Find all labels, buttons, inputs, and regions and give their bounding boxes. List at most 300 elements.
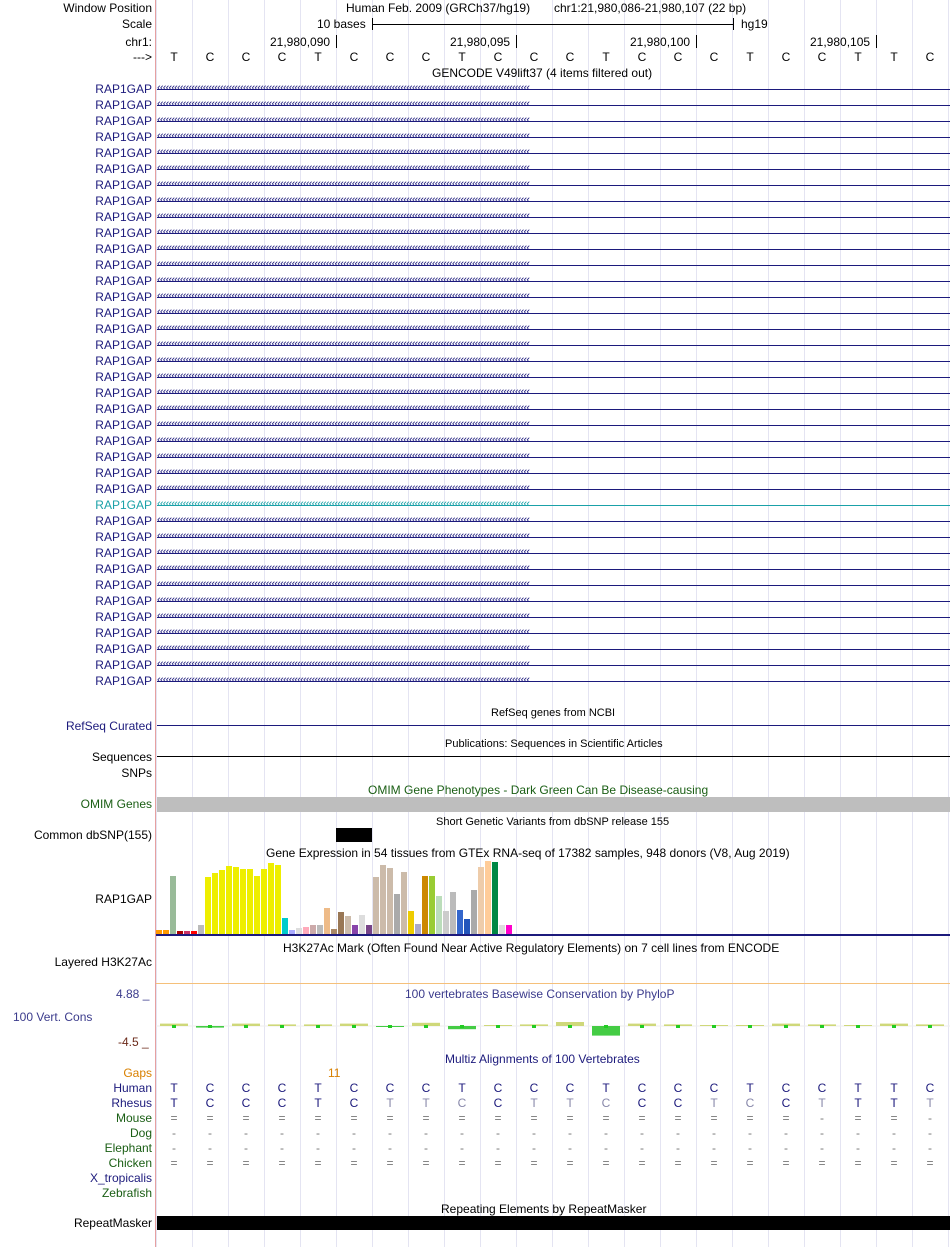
- human-base: C: [241, 1081, 251, 1095]
- base-letter: C: [349, 50, 359, 64]
- strand-arrows: ‹‹‹‹‹‹‹‹‹‹‹‹‹‹‹‹‹‹‹‹‹‹‹‹‹‹‹‹‹‹‹‹‹‹‹‹‹‹‹‹‹‹‹‹‹‹‹‹‹‹‹‹‹‹‹‹‹‹‹‹‹‹‹‹‹‹‹‹‹‹‹‹‹‹‹‹‹‹‹‹‹‹‹‹‹‹‹‹‹‹‹‹‹‹‹‹‹‹‹‹‹‹‹‹‹‹‹‹‹‹‹‹‹‹‹‹‹‹‹‹‹‹‹‹‹‹‹‹‹‹: [157, 210, 530, 222]
- gtex-baseline: [156, 934, 950, 936]
- human-base: T: [602, 1081, 610, 1095]
- phylop-point: [856, 1025, 860, 1028]
- gencode-transcript-label[interactable]: RAP1GAP: [95, 194, 152, 208]
- phylop-point: [892, 1025, 896, 1028]
- gencode-transcript-label[interactable]: RAP1GAP: [95, 306, 152, 320]
- elephant-align-char: -: [928, 1141, 932, 1155]
- gtex-tissue-bar[interactable]: [261, 869, 267, 934]
- elephant-align-char: -: [784, 1141, 788, 1155]
- gencode-transcript-label[interactable]: RAP1GAP: [95, 274, 152, 288]
- phylop-point: [352, 1025, 356, 1028]
- position-tick-3: 21,980,100: [630, 35, 691, 49]
- gtex-tissue-bar[interactable]: [408, 911, 414, 934]
- dog-align-char: -: [640, 1126, 644, 1140]
- phylop-point: [928, 1025, 932, 1028]
- species-label-chicken[interactable]: Chicken: [108, 1156, 152, 1170]
- publications-feature[interactable]: [157, 756, 950, 757]
- dbsnp-title: Short Genetic Variants from dbSNP release 155: [436, 816, 670, 828]
- dog-align-char: -: [172, 1126, 176, 1140]
- rhesus-base: T: [314, 1096, 322, 1110]
- gtex-bar-chart[interactable]: [156, 861, 950, 934]
- human-base: T: [890, 1081, 898, 1095]
- gencode-transcript-label[interactable]: RAP1GAP: [95, 338, 152, 352]
- human-base: C: [493, 1081, 503, 1095]
- chicken-align-char: =: [530, 1156, 538, 1170]
- strand-arrows: ‹‹‹‹‹‹‹‹‹‹‹‹‹‹‹‹‹‹‹‹‹‹‹‹‹‹‹‹‹‹‹‹‹‹‹‹‹‹‹‹‹‹‹‹‹‹‹‹‹‹‹‹‹‹‹‹‹‹‹‹‹‹‹‹‹‹‹‹‹‹‹‹‹‹‹‹‹‹‹‹‹‹‹‹‹‹‹‹‹‹‹‹‹‹‹‹‹‹‹‹‹‹‹‹‹‹‹‹‹‹‹‹‹‹‹‹‹‹‹‹‹‹‹‹‹‹‹‹‹‹: [157, 194, 530, 206]
- elephant-align-char: -: [424, 1141, 428, 1155]
- phylop-point: [748, 1025, 752, 1028]
- human-base: T: [458, 1081, 466, 1095]
- base-letter: C: [673, 50, 683, 64]
- mouse-align-char: =: [638, 1111, 646, 1125]
- strand-arrows: ‹‹‹‹‹‹‹‹‹‹‹‹‹‹‹‹‹‹‹‹‹‹‹‹‹‹‹‹‹‹‹‹‹‹‹‹‹‹‹‹‹‹‹‹‹‹‹‹‹‹‹‹‹‹‹‹‹‹‹‹‹‹‹‹‹‹‹‹‹‹‹‹‹‹‹‹‹‹‹‹‹‹‹‹‹‹‹‹‹‹‹‹‹‹‹‹‹‹‹‹‹‹‹‹‹‹‹‹‹‹‹‹‹‹‹‹‹‹‹‹‹‹‹‹‹‹‹‹‹‹: [157, 290, 530, 302]
- base-letter: T: [746, 50, 754, 64]
- mouse-align-char: =: [314, 1111, 322, 1125]
- dbsnp-variant[interactable]: [336, 828, 372, 842]
- gtex-tissue-bar[interactable]: [443, 911, 449, 934]
- dog-align-char: -: [820, 1126, 824, 1140]
- gtex-tissue-bar[interactable]: [275, 865, 281, 934]
- rhesus-base: C: [781, 1096, 791, 1110]
- phylop-point: [316, 1025, 320, 1028]
- base-letter: C: [421, 50, 431, 64]
- base-letter: C: [385, 50, 395, 64]
- chicken-align-char: =: [890, 1156, 898, 1170]
- gtex-tissue-bar[interactable]: [478, 867, 484, 934]
- rhesus-base: T: [170, 1096, 178, 1110]
- base-letter: C: [205, 50, 215, 64]
- chicken-align-char: =: [854, 1156, 862, 1170]
- phylop-point: [460, 1025, 464, 1028]
- dog-align-char: -: [892, 1126, 896, 1140]
- gtex-tissue-bar[interactable]: [205, 877, 211, 934]
- gencode-transcript-label[interactable]: RAP1GAP: [95, 594, 152, 608]
- phylop-point: [604, 1025, 608, 1028]
- rhesus-base: C: [673, 1096, 683, 1110]
- gencode-transcript-label[interactable]: RAP1GAP: [95, 258, 152, 272]
- base-letter: T: [890, 50, 898, 64]
- base-letter: C: [493, 50, 503, 64]
- strand-arrows: ‹‹‹‹‹‹‹‹‹‹‹‹‹‹‹‹‹‹‹‹‹‹‹‹‹‹‹‹‹‹‹‹‹‹‹‹‹‹‹‹‹‹‹‹‹‹‹‹‹‹‹‹‹‹‹‹‹‹‹‹‹‹‹‹‹‹‹‹‹‹‹‹‹‹‹‹‹‹‹‹‹‹‹‹‹‹‹‹‹‹‹‹‹‹‹‹‹‹‹‹‹‹‹‹‹‹‹‹‹‹‹‹‹‹‹‹‹‹‹‹‹‹‹‹‹‹‹‹‹‹: [157, 130, 530, 142]
- scale-label: Scale: [121, 17, 152, 31]
- species-label-elephant[interactable]: Elephant: [104, 1141, 152, 1155]
- elephant-align-char: -: [208, 1141, 212, 1155]
- mouse-align-char: =: [422, 1111, 430, 1125]
- phylop-point: [244, 1025, 248, 1028]
- rhesus-base: C: [277, 1096, 287, 1110]
- strand-label: --->: [133, 50, 152, 64]
- human-base: C: [205, 1081, 215, 1095]
- gtex-tissue-bar[interactable]: [492, 862, 498, 934]
- gtex-tissue-bar[interactable]: [338, 912, 344, 934]
- base-letter: C: [709, 50, 719, 64]
- strand-arrows: ‹‹‹‹‹‹‹‹‹‹‹‹‹‹‹‹‹‹‹‹‹‹‹‹‹‹‹‹‹‹‹‹‹‹‹‹‹‹‹‹‹‹‹‹‹‹‹‹‹‹‹‹‹‹‹‹‹‹‹‹‹‹‹‹‹‹‹‹‹‹‹‹‹‹‹‹‹‹‹‹‹‹‹‹‹‹‹‹‹‹‹‹‹‹‹‹‹‹‹‹‹‹‹‹‹‹‹‹‹‹‹‹‹‹‹‹‹‹‹‹‹‹‹‹‹‹‹‹‹‹: [157, 498, 530, 510]
- gencode-transcript-label[interactable]: RAP1GAP: [95, 482, 152, 496]
- gtex-tissue-bar[interactable]: [380, 865, 386, 934]
- gencode-transcript-label[interactable]: RAP1GAP: [95, 354, 152, 368]
- gencode-transcript-label[interactable]: RAP1GAP: [95, 434, 152, 448]
- strand-arrows: ‹‹‹‹‹‹‹‹‹‹‹‹‹‹‹‹‹‹‹‹‹‹‹‹‹‹‹‹‹‹‹‹‹‹‹‹‹‹‹‹‹‹‹‹‹‹‹‹‹‹‹‹‹‹‹‹‹‹‹‹‹‹‹‹‹‹‹‹‹‹‹‹‹‹‹‹‹‹‹‹‹‹‹‹‹‹‹‹‹‹‹‹‹‹‹‹‹‹‹‹‹‹‹‹‹‹‹‹‹‹‹‹‹‹‹‹‹‹‹‹‹‹‹‹‹‹‹‹‹‹: [157, 658, 530, 670]
- dbsnp-label[interactable]: Common dbSNP(155): [33, 828, 152, 842]
- repeatmasker-label[interactable]: RepeatMasker: [73, 1216, 152, 1230]
- gtex-tissue-bar[interactable]: [219, 870, 225, 934]
- gtex-tissue-bar[interactable]: [212, 873, 218, 934]
- elephant-align-char: -: [820, 1141, 824, 1155]
- rhesus-base: C: [601, 1096, 611, 1110]
- human-base: C: [565, 1081, 575, 1095]
- strand-arrows: ‹‹‹‹‹‹‹‹‹‹‹‹‹‹‹‹‹‹‹‹‹‹‹‹‹‹‹‹‹‹‹‹‹‹‹‹‹‹‹‹‹‹‹‹‹‹‹‹‹‹‹‹‹‹‹‹‹‹‹‹‹‹‹‹‹‹‹‹‹‹‹‹‹‹‹‹‹‹‹‹‹‹‹‹‹‹‹‹‹‹‹‹‹‹‹‹‹‹‹‹‹‹‹‹‹‹‹‹‹‹‹‹‹‹‹‹‹‹‹‹‹‹‹‹‹‹‹‹‹‹: [157, 610, 530, 622]
- gtex-tissue-bar[interactable]: [345, 916, 351, 934]
- strand-arrows: ‹‹‹‹‹‹‹‹‹‹‹‹‹‹‹‹‹‹‹‹‹‹‹‹‹‹‹‹‹‹‹‹‹‹‹‹‹‹‹‹‹‹‹‹‹‹‹‹‹‹‹‹‹‹‹‹‹‹‹‹‹‹‹‹‹‹‹‹‹‹‹‹‹‹‹‹‹‹‹‹‹‹‹‹‹‹‹‹‹‹‹‹‹‹‹‹‹‹‹‹‹‹‹‹‹‹‹‹‹‹‹‹‹‹‹‹‹‹‹‹‹‹‹‹‹‹‹‹‹‹: [157, 338, 530, 350]
- mouse-align-char: =: [602, 1111, 610, 1125]
- phylop-point: [280, 1025, 284, 1028]
- phylop-point: [532, 1025, 536, 1028]
- gtex-tissue-bar[interactable]: [387, 868, 393, 934]
- human-base: C: [277, 1081, 287, 1095]
- gtex-tissue-bar[interactable]: [499, 925, 505, 934]
- gtex-tissue-bar[interactable]: [471, 890, 477, 934]
- strand-arrows: ‹‹‹‹‹‹‹‹‹‹‹‹‹‹‹‹‹‹‹‹‹‹‹‹‹‹‹‹‹‹‹‹‹‹‹‹‹‹‹‹‹‹‹‹‹‹‹‹‹‹‹‹‹‹‹‹‹‹‹‹‹‹‹‹‹‹‹‹‹‹‹‹‹‹‹‹‹‹‹‹‹‹‹‹‹‹‹‹‹‹‹‹‹‹‹‹‹‹‹‹‹‹‹‹‹‹‹‹‹‹‹‹‹‹‹‹‹‹‹‹‹‹‹‹‹‹‹‹‹‹: [157, 466, 530, 478]
- gencode-transcript-label[interactable]: RAP1GAP: [95, 146, 152, 160]
- gencode-transcript-label[interactable]: RAP1GAP: [95, 162, 152, 176]
- chicken-align-char: =: [206, 1156, 214, 1170]
- rhesus-base: C: [205, 1096, 215, 1110]
- mouse-align-char: =: [206, 1111, 214, 1125]
- chicken-align-char: =: [746, 1156, 754, 1170]
- dog-align-char: -: [748, 1126, 752, 1140]
- gencode-transcript-label[interactable]: RAP1GAP: [95, 450, 152, 464]
- strand-arrows: ‹‹‹‹‹‹‹‹‹‹‹‹‹‹‹‹‹‹‹‹‹‹‹‹‹‹‹‹‹‹‹‹‹‹‹‹‹‹‹‹‹‹‹‹‹‹‹‹‹‹‹‹‹‹‹‹‹‹‹‹‹‹‹‹‹‹‹‹‹‹‹‹‹‹‹‹‹‹‹‹‹‹‹‹‹‹‹‹‹‹‹‹‹‹‹‹‹‹‹‹‹‹‹‹‹‹‹‹‹‹‹‹‹‹‹‹‹‹‹‹‹‹‹‹‹‹‹‹‹‹: [157, 258, 530, 270]
- gencode-transcript-label[interactable]: RAP1GAP: [95, 674, 152, 688]
- gencode-transcript-label[interactable]: RAP1GAP: [95, 642, 152, 656]
- dog-align-char: -: [532, 1126, 536, 1140]
- phylop-point: [208, 1025, 212, 1028]
- strand-arrows: ‹‹‹‹‹‹‹‹‹‹‹‹‹‹‹‹‹‹‹‹‹‹‹‹‹‹‹‹‹‹‹‹‹‹‹‹‹‹‹‹‹‹‹‹‹‹‹‹‹‹‹‹‹‹‹‹‹‹‹‹‹‹‹‹‹‹‹‹‹‹‹‹‹‹‹‹‹‹‹‹‹‹‹‹‹‹‹‹‹‹‹‹‹‹‹‹‹‹‹‹‹‹‹‹‹‹‹‹‹‹‹‹‹‹‹‹‹‹‹‹‹‹‹‹‹‹‹‹‹‹: [157, 370, 530, 382]
- gencode-transcript-label[interactable]: RAP1GAP: [95, 82, 152, 96]
- human-base: C: [421, 1081, 431, 1095]
- phylop-point: [712, 1025, 716, 1028]
- dog-align-char: -: [316, 1126, 320, 1140]
- position-tick-mark-2: [516, 35, 517, 48]
- omim-title: OMIM Gene Phenotypes - Dark Green Can Be Disease-causing: [368, 783, 709, 797]
- gtex-tissue-bar[interactable]: [240, 869, 246, 934]
- gaps-value: 11: [328, 1066, 341, 1080]
- elephant-align-char: -: [640, 1141, 644, 1155]
- gtex-tissue-bar[interactable]: [310, 925, 316, 934]
- human-base: T: [314, 1081, 322, 1095]
- h3k27ac-signal[interactable]: [156, 983, 950, 984]
- elephant-align-char: -: [280, 1141, 284, 1155]
- species-label-dog[interactable]: Dog: [129, 1126, 152, 1140]
- base-letter: T: [170, 50, 178, 64]
- chicken-align-char: =: [314, 1156, 322, 1170]
- elephant-align-char: -: [676, 1141, 680, 1155]
- phylop-point: [172, 1025, 176, 1028]
- gtex-tissue-bar[interactable]: [415, 924, 421, 934]
- gtex-tissue-bar[interactable]: [401, 872, 407, 934]
- gtex-title: Gene Expression in 54 tissues from GTEx RNA-seq of 17382 samples, 948 donors (V8, Aug 2019): [266, 846, 790, 860]
- base-letter: T: [458, 50, 466, 64]
- species-label-zebrafish[interactable]: Zebrafish: [101, 1186, 152, 1200]
- human-base: C: [385, 1081, 395, 1095]
- human-base: T: [746, 1081, 754, 1095]
- gtex-tissue-bar[interactable]: [324, 908, 330, 934]
- window-position-label: Window Position: [63, 1, 152, 15]
- gtex-tissue-bar[interactable]: [317, 925, 323, 934]
- repeatmasker-feature[interactable]: [157, 1216, 950, 1230]
- gtex-tissue-bar[interactable]: [282, 918, 288, 934]
- gencode-transcript-label[interactable]: RAP1GAP: [95, 98, 152, 112]
- rhesus-base: C: [241, 1096, 251, 1110]
- mouse-align-char: =: [746, 1111, 754, 1125]
- gencode-transcript-label[interactable]: RAP1GAP: [95, 178, 152, 192]
- elephant-align-char: -: [748, 1141, 752, 1155]
- multiz-title: Multiz Alignments of 100 Vertebrates: [445, 1052, 640, 1066]
- repeatmasker-title: Repeating Elements by RepeatMasker: [441, 1202, 647, 1216]
- chicken-align-char: =: [818, 1156, 826, 1170]
- gencode-transcript-label[interactable]: RAP1GAP: [95, 130, 152, 144]
- base-letter: T: [602, 50, 610, 64]
- gtex-tissue-bar[interactable]: [506, 925, 512, 934]
- gencode-transcript-label[interactable]: RAP1GAP: [95, 546, 152, 560]
- dog-align-char: -: [496, 1126, 500, 1140]
- mouse-align-char: =: [458, 1111, 466, 1125]
- strand-arrows: ‹‹‹‹‹‹‹‹‹‹‹‹‹‹‹‹‹‹‹‹‹‹‹‹‹‹‹‹‹‹‹‹‹‹‹‹‹‹‹‹‹‹‹‹‹‹‹‹‹‹‹‹‹‹‹‹‹‹‹‹‹‹‹‹‹‹‹‹‹‹‹‹‹‹‹‹‹‹‹‹‹‹‹‹‹‹‹‹‹‹‹‹‹‹‹‹‹‹‹‹‹‹‹‹‹‹‹‹‹‹‹‹‹‹‹‹‹‹‹‹‹‹‹‹‹‹‹‹‹‹: [157, 642, 530, 654]
- chicken-align-char: =: [710, 1156, 718, 1170]
- rhesus-base: C: [493, 1096, 503, 1110]
- gtex-tissue-bar[interactable]: [352, 925, 358, 934]
- strand-arrows: ‹‹‹‹‹‹‹‹‹‹‹‹‹‹‹‹‹‹‹‹‹‹‹‹‹‹‹‹‹‹‹‹‹‹‹‹‹‹‹‹‹‹‹‹‹‹‹‹‹‹‹‹‹‹‹‹‹‹‹‹‹‹‹‹‹‹‹‹‹‹‹‹‹‹‹‹‹‹‹‹‹‹‹‹‹‹‹‹‹‹‹‹‹‹‹‹‹‹‹‹‹‹‹‹‹‹‹‹‹‹‹‹‹‹‹‹‹‹‹‹‹‹‹‹‹‹‹‹‹‹: [157, 562, 530, 574]
- chicken-align-char: =: [422, 1156, 430, 1170]
- phylop-signal[interactable]: [156, 1000, 950, 1045]
- strand-arrows: ‹‹‹‹‹‹‹‹‹‹‹‹‹‹‹‹‹‹‹‹‹‹‹‹‹‹‹‹‹‹‹‹‹‹‹‹‹‹‹‹‹‹‹‹‹‹‹‹‹‹‹‹‹‹‹‹‹‹‹‹‹‹‹‹‹‹‹‹‹‹‹‹‹‹‹‹‹‹‹‹‹‹‹‹‹‹‹‹‹‹‹‹‹‹‹‹‹‹‹‹‹‹‹‹‹‹‹‹‹‹‹‹‹‹‹‹‹‹‹‹‹‹‹‹‹‹‹‹‹‹: [157, 386, 530, 398]
- mouse-align-char: =: [566, 1111, 574, 1125]
- human-base: C: [709, 1081, 719, 1095]
- gencode-title: GENCODE V49lift37 (4 items filtered out): [432, 66, 653, 80]
- rhesus-base: C: [457, 1096, 467, 1110]
- chicken-align-char: =: [638, 1156, 646, 1170]
- gtex-tissue-bar[interactable]: [373, 877, 379, 934]
- gencode-transcript-label[interactable]: RAP1GAP: [95, 578, 152, 592]
- chicken-align-char: =: [242, 1156, 250, 1170]
- gtex-tissue-bar[interactable]: [268, 863, 274, 934]
- gtex-tissue-bar[interactable]: [394, 894, 400, 934]
- strand-arrows: ‹‹‹‹‹‹‹‹‹‹‹‹‹‹‹‹‹‹‹‹‹‹‹‹‹‹‹‹‹‹‹‹‹‹‹‹‹‹‹‹‹‹‹‹‹‹‹‹‹‹‹‹‹‹‹‹‹‹‹‹‹‹‹‹‹‹‹‹‹‹‹‹‹‹‹‹‹‹‹‹‹‹‹‹‹‹‹‹‹‹‹‹‹‹‹‹‹‹‹‹‹‹‹‹‹‹‹‹‹‹‹‹‹‹‹‹‹‹‹‹‹‹‹‹‹‹‹‹‹‹: [157, 162, 530, 174]
- refseq-feature[interactable]: [157, 725, 950, 726]
- gtex-tissue-bar[interactable]: [303, 927, 309, 934]
- gencode-transcript-label[interactable]: RAP1GAP: [95, 610, 152, 624]
- gencode-transcript-label[interactable]: RAP1GAP: [95, 514, 152, 528]
- rhesus-base: T: [422, 1096, 430, 1110]
- snps-label[interactable]: SNPs: [121, 766, 152, 780]
- gtex-tissue-bar[interactable]: [233, 867, 239, 934]
- gtex-label[interactable]: RAP1GAP: [95, 892, 152, 906]
- strand-arrows: ‹‹‹‹‹‹‹‹‹‹‹‹‹‹‹‹‹‹‹‹‹‹‹‹‹‹‹‹‹‹‹‹‹‹‹‹‹‹‹‹‹‹‹‹‹‹‹‹‹‹‹‹‹‹‹‹‹‹‹‹‹‹‹‹‹‹‹‹‹‹‹‹‹‹‹‹‹‹‹‹‹‹‹‹‹‹‹‹‹‹‹‹‹‹‹‹‹‹‹‹‹‹‹‹‹‹‹‹‹‹‹‹‹‹‹‹‹‹‹‹‹‹‹‹‹‹‹‹‹‹: [157, 306, 530, 318]
- strand-arrows: ‹‹‹‹‹‹‹‹‹‹‹‹‹‹‹‹‹‹‹‹‹‹‹‹‹‹‹‹‹‹‹‹‹‹‹‹‹‹‹‹‹‹‹‹‹‹‹‹‹‹‹‹‹‹‹‹‹‹‹‹‹‹‹‹‹‹‹‹‹‹‹‹‹‹‹‹‹‹‹‹‹‹‹‹‹‹‹‹‹‹‹‹‹‹‹‹‹‹‹‹‹‹‹‹‹‹‹‹‹‹‹‹‹‹‹‹‹‹‹‹‹‹‹‹‹‹‹‹‹‹: [157, 434, 530, 446]
- base-letter: C: [925, 50, 935, 64]
- gencode-transcript-label[interactable]: RAP1GAP: [95, 210, 152, 224]
- strand-arrows: ‹‹‹‹‹‹‹‹‹‹‹‹‹‹‹‹‹‹‹‹‹‹‹‹‹‹‹‹‹‹‹‹‹‹‹‹‹‹‹‹‹‹‹‹‹‹‹‹‹‹‹‹‹‹‹‹‹‹‹‹‹‹‹‹‹‹‹‹‹‹‹‹‹‹‹‹‹‹‹‹‹‹‹‹‹‹‹‹‹‹‹‹‹‹‹‹‹‹‹‹‹‹‹‹‹‹‹‹‹‹‹‹‹‹‹‹‹‹‹‹‹‹‹‹‹‹‹‹‹‹: [157, 626, 530, 638]
- chicken-align-char: =: [602, 1156, 610, 1170]
- mouse-align-char: =: [674, 1111, 682, 1125]
- mouse-align-char: =: [386, 1111, 394, 1125]
- gencode-transcript-label[interactable]: RAP1GAP: [95, 530, 152, 544]
- gtex-tissue-bar[interactable]: [450, 892, 456, 934]
- scale-db: hg19: [741, 17, 768, 31]
- gencode-transcript-label[interactable]: RAP1GAP: [95, 322, 152, 336]
- gencode-transcript-label[interactable]: RAP1GAP: [95, 562, 152, 576]
- gtex-tissue-bar[interactable]: [226, 866, 232, 934]
- gencode-transcript-label[interactable]: RAP1GAP: [95, 658, 152, 672]
- gtex-tissue-bar[interactable]: [359, 915, 365, 934]
- species-label-mouse[interactable]: Mouse: [115, 1111, 152, 1125]
- human-base: C: [349, 1081, 359, 1095]
- mouse-align-char: =: [530, 1111, 538, 1125]
- refseq-label[interactable]: RefSeq Curated: [65, 719, 152, 733]
- gencode-transcript-label[interactable]: RAP1GAP: [95, 290, 152, 304]
- dog-align-char: -: [856, 1126, 860, 1140]
- human-base: C: [781, 1081, 791, 1095]
- position-tick-mark-3: [696, 35, 697, 48]
- phylop-label[interactable]: 100 Vert. Cons: [13, 1010, 93, 1024]
- rhesus-base: T: [710, 1096, 718, 1110]
- phylop-point: [388, 1025, 392, 1028]
- phylop-point: [820, 1025, 824, 1028]
- gtex-tissue-bar[interactable]: [422, 876, 428, 934]
- strand-arrows: ‹‹‹‹‹‹‹‹‹‹‹‹‹‹‹‹‹‹‹‹‹‹‹‹‹‹‹‹‹‹‹‹‹‹‹‹‹‹‹‹‹‹‹‹‹‹‹‹‹‹‹‹‹‹‹‹‹‹‹‹‹‹‹‹‹‹‹‹‹‹‹‹‹‹‹‹‹‹‹‹‹‹‹‹‹‹‹‹‹‹‹‹‹‹‹‹‹‹‹‹‹‹‹‹‹‹‹‹‹‹‹‹‹‹‹‹‹‹‹‹‹‹‹‹‹‹‹‹‹‹: [157, 482, 530, 494]
- gencode-transcript-label[interactable]: RAP1GAP: [95, 626, 152, 640]
- gencode-transcript-label[interactable]: RAP1GAP: [95, 114, 152, 128]
- chicken-align-char: =: [350, 1156, 358, 1170]
- gtex-tissue-bar[interactable]: [485, 861, 491, 934]
- elephant-align-char: -: [532, 1141, 536, 1155]
- strand-arrows: ‹‹‹‹‹‹‹‹‹‹‹‹‹‹‹‹‹‹‹‹‹‹‹‹‹‹‹‹‹‹‹‹‹‹‹‹‹‹‹‹‹‹‹‹‹‹‹‹‹‹‹‹‹‹‹‹‹‹‹‹‹‹‹‹‹‹‹‹‹‹‹‹‹‹‹‹‹‹‹‹‹‹‹‹‹‹‹‹‹‹‹‹‹‹‹‹‹‹‹‹‹‹‹‹‹‹‹‹‹‹‹‹‹‹‹‹‹‹‹‹‹‹‹‹‹‹‹‹‹‹: [157, 114, 530, 126]
- gtex-tissue-bar[interactable]: [457, 910, 463, 934]
- human-base: T: [854, 1081, 862, 1095]
- chicken-align-char: =: [278, 1156, 286, 1170]
- human-base: C: [529, 1081, 539, 1095]
- gencode-transcript-label[interactable]: RAP1GAP: [95, 386, 152, 400]
- strand-arrows: ‹‹‹‹‹‹‹‹‹‹‹‹‹‹‹‹‹‹‹‹‹‹‹‹‹‹‹‹‹‹‹‹‹‹‹‹‹‹‹‹‹‹‹‹‹‹‹‹‹‹‹‹‹‹‹‹‹‹‹‹‹‹‹‹‹‹‹‹‹‹‹‹‹‹‹‹‹‹‹‹‹‹‹‹‹‹‹‹‹‹‹‹‹‹‹‹‹‹‹‹‹‹‹‹‹‹‹‹‹‹‹‹‹‹‹‹‹‹‹‹‹‹‹‹‹‹‹‹‹‹: [157, 82, 530, 94]
- strand-arrows: ‹‹‹‹‹‹‹‹‹‹‹‹‹‹‹‹‹‹‹‹‹‹‹‹‹‹‹‹‹‹‹‹‹‹‹‹‹‹‹‹‹‹‹‹‹‹‹‹‹‹‹‹‹‹‹‹‹‹‹‹‹‹‹‹‹‹‹‹‹‹‹‹‹‹‹‹‹‹‹‹‹‹‹‹‹‹‹‹‹‹‹‹‹‹‹‹‹‹‹‹‹‹‹‹‹‹‹‹‹‹‹‹‹‹‹‹‹‹‹‹‹‹‹‹‹‹‹‹‹‹: [157, 674, 530, 686]
- mouse-align-char: =: [710, 1111, 718, 1125]
- phylop-point: [496, 1025, 500, 1028]
- gtex-tissue-bar[interactable]: [170, 876, 176, 934]
- dog-align-char: -: [712, 1126, 716, 1140]
- h3k27ac-title: H3K27Ac Mark (Often Found Near Active Regulatory Elements) on 7 cell lines from ENCODE: [283, 941, 780, 955]
- scale-bar: [372, 24, 733, 25]
- elephant-align-char: -: [712, 1141, 716, 1155]
- mouse-align-char: =: [242, 1111, 250, 1125]
- chicken-align-char: =: [494, 1156, 502, 1170]
- base-letter: C: [565, 50, 575, 64]
- phylop-point: [424, 1025, 428, 1028]
- refseq-title: RefSeq genes from NCBI: [491, 707, 616, 719]
- strand-arrows: ‹‹‹‹‹‹‹‹‹‹‹‹‹‹‹‹‹‹‹‹‹‹‹‹‹‹‹‹‹‹‹‹‹‹‹‹‹‹‹‹‹‹‹‹‹‹‹‹‹‹‹‹‹‹‹‹‹‹‹‹‹‹‹‹‹‹‹‹‹‹‹‹‹‹‹‹‹‹‹‹‹‹‹‹‹‹‹‹‹‹‹‹‹‹‹‹‹‹‹‹‹‹‹‹‹‹‹‹‹‹‹‹‹‹‹‹‹‹‹‹‹‹‹‹‹‹‹‹‹‹: [157, 594, 530, 606]
- elephant-align-char: -: [496, 1141, 500, 1155]
- gencode-transcript-label[interactable]: RAP1GAP: [95, 370, 152, 384]
- dog-align-char: -: [280, 1126, 284, 1140]
- gencode-transcript-label[interactable]: RAP1GAP: [95, 242, 152, 256]
- gencode-transcript-label[interactable]: RAP1GAP: [95, 498, 152, 512]
- strand-arrows: ‹‹‹‹‹‹‹‹‹‹‹‹‹‹‹‹‹‹‹‹‹‹‹‹‹‹‹‹‹‹‹‹‹‹‹‹‹‹‹‹‹‹‹‹‹‹‹‹‹‹‹‹‹‹‹‹‹‹‹‹‹‹‹‹‹‹‹‹‹‹‹‹‹‹‹‹‹‹‹‹‹‹‹‹‹‹‹‹‹‹‹‹‹‹‹‹‹‹‹‹‹‹‹‹‹‹‹‹‹‹‹‹‹‹‹‹‹‹‹‹‹‹‹‹‹‹‹‹‹‹: [157, 578, 530, 590]
- gtex-tissue-bar[interactable]: [198, 925, 204, 934]
- elephant-align-char: -: [388, 1141, 392, 1155]
- dog-align-char: -: [244, 1126, 248, 1140]
- dog-align-char: -: [604, 1126, 608, 1140]
- chicken-align-char: =: [674, 1156, 682, 1170]
- mouse-align-char: -: [820, 1111, 824, 1125]
- elephant-align-char: -: [856, 1141, 860, 1155]
- elephant-align-char: -: [316, 1141, 320, 1155]
- dog-align-char: -: [388, 1126, 392, 1140]
- human-base: C: [925, 1081, 935, 1095]
- base-letter: C: [529, 50, 539, 64]
- gtex-tissue-bar[interactable]: [436, 896, 442, 934]
- gtex-tissue-bar[interactable]: [429, 876, 435, 934]
- mouse-align-char: =: [890, 1111, 898, 1125]
- chicken-align-char: =: [782, 1156, 790, 1170]
- base-letter: C: [781, 50, 791, 64]
- strand-arrows: ‹‹‹‹‹‹‹‹‹‹‹‹‹‹‹‹‹‹‹‹‹‹‹‹‹‹‹‹‹‹‹‹‹‹‹‹‹‹‹‹‹‹‹‹‹‹‹‹‹‹‹‹‹‹‹‹‹‹‹‹‹‹‹‹‹‹‹‹‹‹‹‹‹‹‹‹‹‹‹‹‹‹‹‹‹‹‹‹‹‹‹‹‹‹‹‹‹‹‹‹‹‹‹‹‹‹‹‹‹‹‹‹‹‹‹‹‹‹‹‹‹‹‹‹‹‹‹‹‹‹: [157, 450, 530, 462]
- strand-arrows: ‹‹‹‹‹‹‹‹‹‹‹‹‹‹‹‹‹‹‹‹‹‹‹‹‹‹‹‹‹‹‹‹‹‹‹‹‹‹‹‹‹‹‹‹‹‹‹‹‹‹‹‹‹‹‹‹‹‹‹‹‹‹‹‹‹‹‹‹‹‹‹‹‹‹‹‹‹‹‹‹‹‹‹‹‹‹‹‹‹‹‹‹‹‹‹‹‹‹‹‹‹‹‹‹‹‹‹‹‹‹‹‹‹‹‹‹‹‹‹‹‹‹‹‹‹‹‹‹‹‹: [157, 354, 530, 366]
- strand-arrows: ‹‹‹‹‹‹‹‹‹‹‹‹‹‹‹‹‹‹‹‹‹‹‹‹‹‹‹‹‹‹‹‹‹‹‹‹‹‹‹‹‹‹‹‹‹‹‹‹‹‹‹‹‹‹‹‹‹‹‹‹‹‹‹‹‹‹‹‹‹‹‹‹‹‹‹‹‹‹‹‹‹‹‹‹‹‹‹‹‹‹‹‹‹‹‹‹‹‹‹‹‹‹‹‹‹‹‹‹‹‹‹‹‹‹‹‹‹‹‹‹‹‹‹‹‹‹‹‹‹‹: [157, 178, 530, 190]
- h3k27ac-label[interactable]: Layered H3K27Ac: [54, 955, 152, 969]
- omim-feature[interactable]: [157, 797, 950, 812]
- elephant-align-char: -: [244, 1141, 248, 1155]
- chicken-align-char: =: [566, 1156, 574, 1170]
- strand-arrows: ‹‹‹‹‹‹‹‹‹‹‹‹‹‹‹‹‹‹‹‹‹‹‹‹‹‹‹‹‹‹‹‹‹‹‹‹‹‹‹‹‹‹‹‹‹‹‹‹‹‹‹‹‹‹‹‹‹‹‹‹‹‹‹‹‹‹‹‹‹‹‹‹‹‹‹‹‹‹‹‹‹‹‹‹‹‹‹‹‹‹‹‹‹‹‹‹‹‹‹‹‹‹‹‹‹‹‹‹‹‹‹‹‹‹‹‹‹‹‹‹‹‹‹‹‹‹‹‹‹‹: [157, 242, 530, 254]
- omim-label[interactable]: OMIM Genes: [80, 797, 152, 811]
- base-letter: T: [314, 50, 322, 64]
- phylop-point: [784, 1025, 788, 1028]
- publications-label[interactable]: Sequences: [91, 750, 152, 764]
- gtex-tissue-bar[interactable]: [247, 869, 253, 934]
- base-letter: C: [277, 50, 287, 64]
- scale-text: 10 bases: [317, 17, 366, 31]
- human-base: C: [673, 1081, 683, 1095]
- gencode-transcript-label[interactable]: RAP1GAP: [95, 226, 152, 240]
- human-base: C: [637, 1081, 647, 1095]
- species-label-rhesus[interactable]: Rhesus: [111, 1096, 152, 1110]
- chicken-align-char: =: [386, 1156, 394, 1170]
- gtex-tissue-bar[interactable]: [464, 919, 470, 934]
- gtex-tissue-bar[interactable]: [366, 925, 372, 934]
- rhesus-base: T: [890, 1096, 898, 1110]
- strand-arrows: ‹‹‹‹‹‹‹‹‹‹‹‹‹‹‹‹‹‹‹‹‹‹‹‹‹‹‹‹‹‹‹‹‹‹‹‹‹‹‹‹‹‹‹‹‹‹‹‹‹‹‹‹‹‹‹‹‹‹‹‹‹‹‹‹‹‹‹‹‹‹‹‹‹‹‹‹‹‹‹‹‹‹‹‹‹‹‹‹‹‹‹‹‹‹‹‹‹‹‹‹‹‹‹‹‹‹‹‹‹‹‹‹‹‹‹‹‹‹‹‹‹‹‹‹‹‹‹‹‹‹: [157, 226, 530, 238]
- mouse-align-char: =: [170, 1111, 178, 1125]
- mouse-align-char: =: [278, 1111, 286, 1125]
- position-tick-2: 21,980,095: [450, 35, 511, 49]
- phylop-point: [568, 1025, 572, 1028]
- base-letter: T: [854, 50, 862, 64]
- mouse-align-char: =: [494, 1111, 502, 1125]
- strand-arrows: ‹‹‹‹‹‹‹‹‹‹‹‹‹‹‹‹‹‹‹‹‹‹‹‹‹‹‹‹‹‹‹‹‹‹‹‹‹‹‹‹‹‹‹‹‹‹‹‹‹‹‹‹‹‹‹‹‹‹‹‹‹‹‹‹‹‹‹‹‹‹‹‹‹‹‹‹‹‹‹‹‹‹‹‹‹‹‹‹‹‹‹‹‹‹‹‹‹‹‹‹‹‹‹‹‹‹‹‹‹‹‹‹‹‹‹‹‹‹‹‹‹‹‹‹‹‹‹‹‹‹: [157, 530, 530, 542]
- dog-align-char: -: [460, 1126, 464, 1140]
- gencode-transcript-label[interactable]: RAP1GAP: [95, 418, 152, 432]
- gencode-transcript-label[interactable]: RAP1GAP: [95, 402, 152, 416]
- species-label-x-tropicalis[interactable]: X_tropicalis: [89, 1171, 152, 1185]
- species-label-human[interactable]: Human: [113, 1081, 152, 1095]
- chrom-label: chr1:: [125, 35, 152, 49]
- strand-arrows: ‹‹‹‹‹‹‹‹‹‹‹‹‹‹‹‹‹‹‹‹‹‹‹‹‹‹‹‹‹‹‹‹‹‹‹‹‹‹‹‹‹‹‹‹‹‹‹‹‹‹‹‹‹‹‹‹‹‹‹‹‹‹‹‹‹‹‹‹‹‹‹‹‹‹‹‹‹‹‹‹‹‹‹‹‹‹‹‹‹‹‹‹‹‹‹‹‹‹‹‹‹‹‹‹‹‹‹‹‹‹‹‹‹‹‹‹‹‹‹‹‹‹‹‹‹‹‹‹‹‹: [157, 402, 530, 414]
- human-base: C: [817, 1081, 827, 1095]
- dog-align-char: -: [424, 1126, 428, 1140]
- gencode-transcript-label[interactable]: RAP1GAP: [95, 466, 152, 480]
- gtex-tissue-bar[interactable]: [254, 876, 260, 934]
